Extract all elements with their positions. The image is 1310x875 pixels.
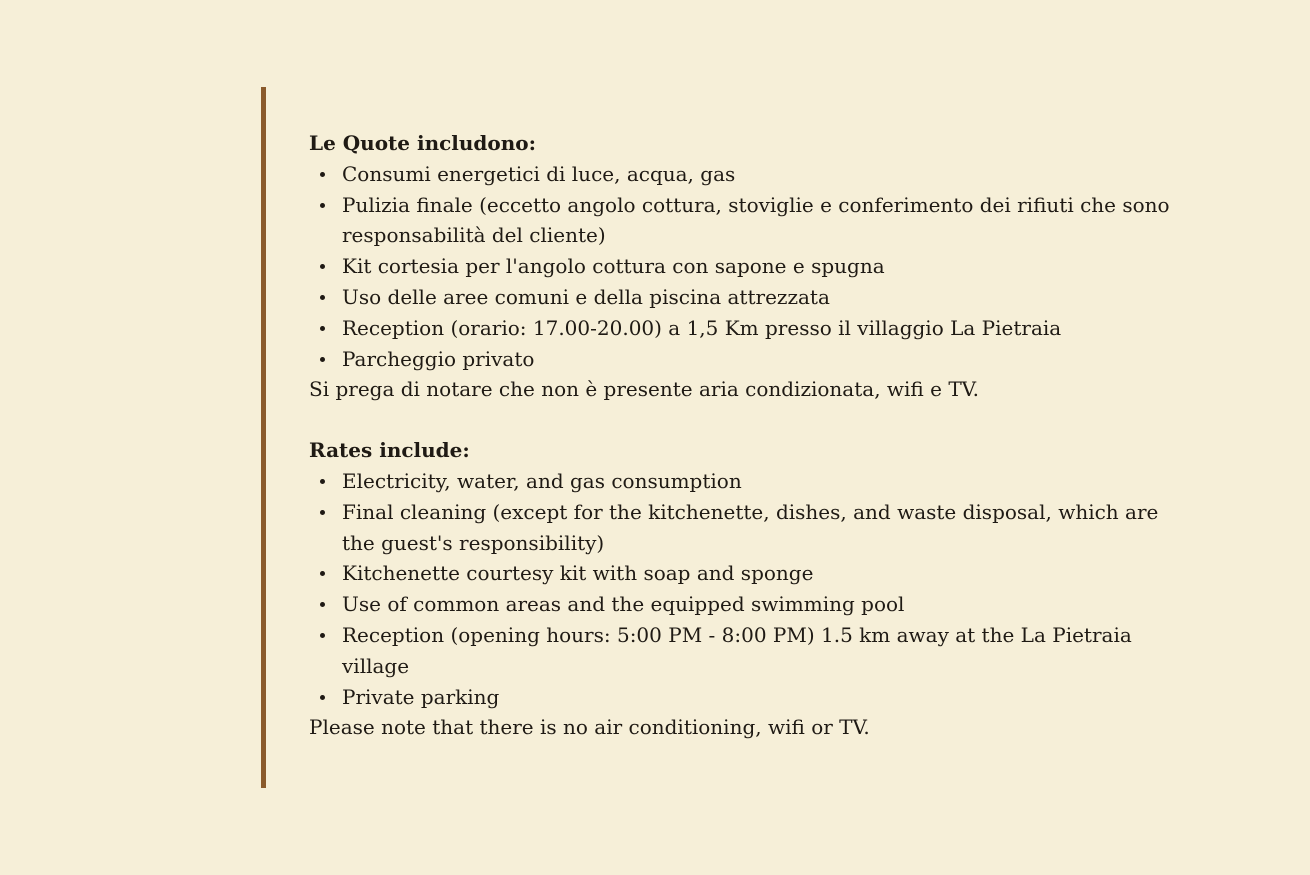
list-item: Consumi energetici di luce, acqua, gas [309, 159, 1179, 190]
accent-bar [261, 87, 266, 788]
list-item: Pulizia finale (eccetto angolo cottura, stoviglie e conferimento dei rifiuti che sono responsabilità del cliente) [309, 190, 1179, 252]
rates-content [309, 128, 1179, 743]
italian-note: Si prega di notare che non è presente aria condizionata, wifi e TV. [309, 377, 979, 402]
english-title: Rates include: [309, 438, 470, 463]
english-items-list [309, 466, 1179, 712]
italian-title: Le Quote includono: [309, 131, 537, 155]
list-item: Uso delle aree comuni e della piscina attrezzata [309, 282, 1179, 313]
english-section [309, 435, 1179, 743]
list-item: Reception (opening hours: 5:00 PM - 8:00 PM) 1.5 km away at the La Pietraia village [309, 620, 1179, 682]
list-item: Electricity, water, and gas consumption [309, 466, 1179, 497]
list-item: Kit cortesia per l'angolo cottura con sapone e spugna [309, 251, 1179, 282]
list-item: Final cleaning (except for the kitchenette, dishes, and waste disposal, which are the guest's responsibility) [309, 497, 1179, 559]
list-item: Private parking [309, 682, 1179, 713]
italian-section [309, 128, 1179, 405]
list-item: Reception (orario: 17.00-20.00) a 1,5 Km presso il villaggio La Pietraia [309, 313, 1179, 344]
list-item: Parcheggio privato [309, 344, 1179, 375]
english-note: Please note that there is no air conditioning, wifi or TV. [309, 715, 870, 740]
italian-items-list [309, 159, 1179, 375]
list-item: Kitchenette courtesy kit with soap and sponge [309, 558, 1179, 589]
list-item: Use of common areas and the equipped swimming pool [309, 589, 1179, 620]
